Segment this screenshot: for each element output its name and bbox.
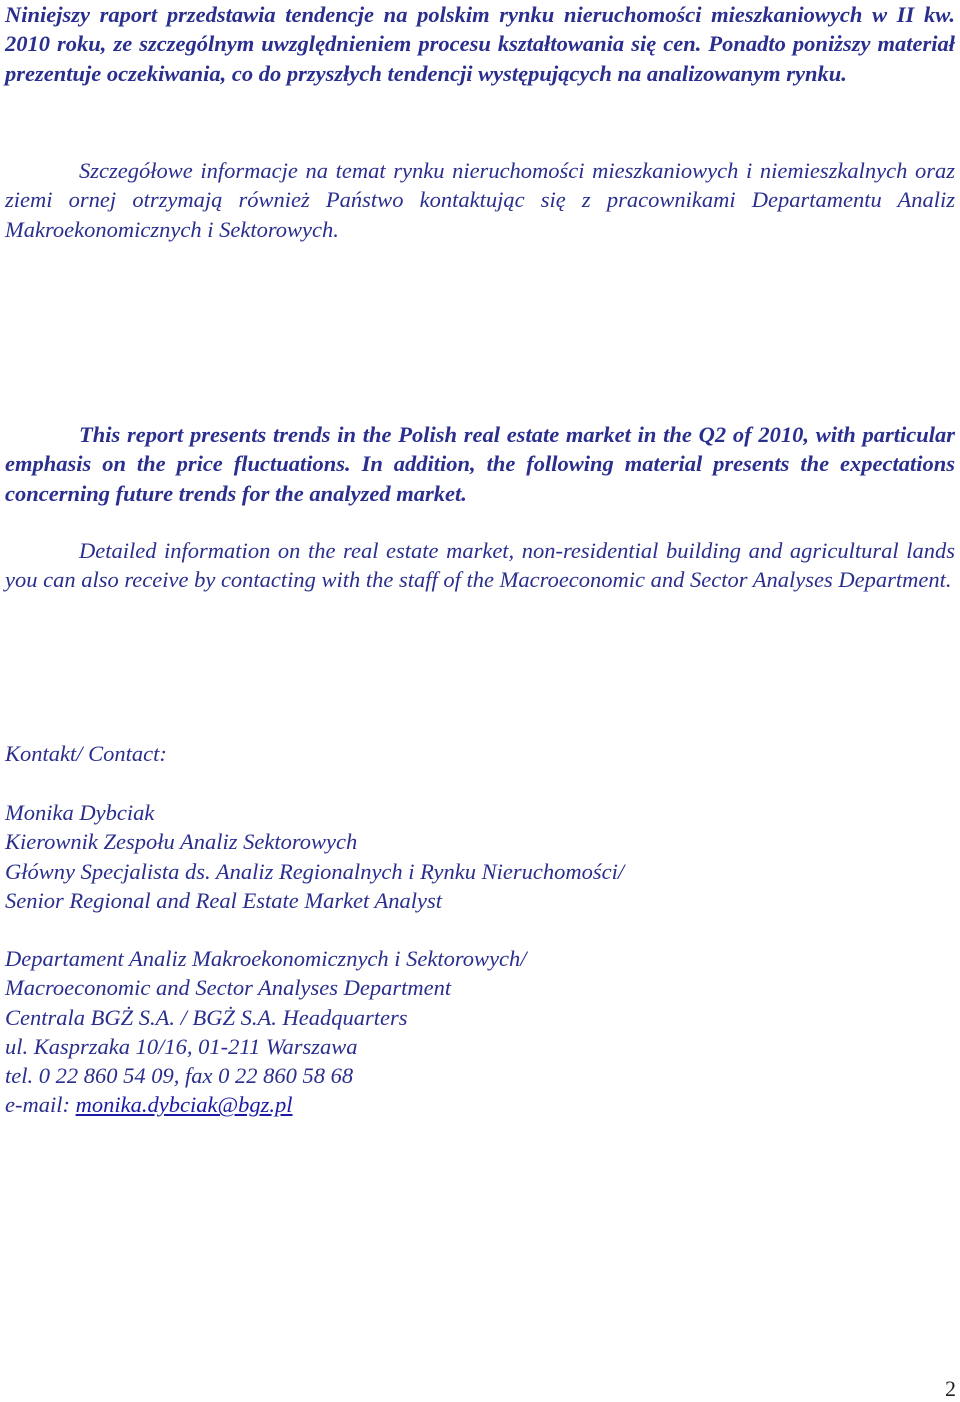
department-en: Macroeconomic and Sector Analyses Department [5, 975, 452, 1001]
contact-heading: Kontakt/ Contact: [5, 741, 167, 766]
headquarters: Centrala BGŻ S.A. / BGŻ S.A. Headquarters [5, 1004, 408, 1030]
address: ul. Kasprzaka 10/16, 01-211 Warszawa [5, 1033, 358, 1059]
department-block [5, 944, 945, 1120]
page-number: 2 [945, 1376, 956, 1401]
contact-block [5, 798, 945, 915]
intro-pl-lead: Niniejszy raport przedstawia tendencje na polskim rynku nieruchomości mieszkaniowych w II kw. 2010 roku, ze szczególnym uwzględnieniem procesu kształtowania się cen. Ponadto poniższy materiał prezentuje oczekiwania, co do przyszłych tendencji występujących na analizowanym rynku. [5, 2, 955, 86]
contact-name: Monika Dybciak [5, 800, 155, 825]
phone-fax: tel. 0 22 860 54 09, fax 0 22 860 58 68 [5, 1063, 354, 1089]
email-label: e-mail: [5, 1092, 76, 1118]
email-line [5, 1090, 945, 1119]
contact-role-1: Kierownik Zespołu Analiz Sektorowych [5, 829, 358, 855]
contact-role-3: Senior Regional and Real Estate Market Analyst [5, 887, 443, 913]
intro-pl-details: Szczegółowe informacje na temat rynku nieruchomości mieszkaniowych i niemieszkalnych oraz ziemi ornej otrzymają również Państwo kontaktując się z pracownikami Departamentu Analiz Makroekonomicznych i Sektorowych. [5, 158, 955, 242]
contact-role-2: Główny Specjalista ds. Analiz Regionalnych i Rynku Nieruchomości/ [5, 858, 625, 884]
department-pl: Departament Analiz Makroekonomicznych i Sektorowych/ [5, 946, 527, 971]
email-link[interactable]: monika.dybciak@bgz.pl [75, 1092, 293, 1118]
intro-en-lead: This report presents trends in the Polish real estate market in the Q2 of 2010, with particular emphasis on the price fluctuations. In addition, the following material presents the expectations concerning future trends for the analyzed market. [5, 422, 955, 506]
intro-en-details: Detailed information on the real estate market, non-residential building and agricultural lands you can also receive by contacting with the staff of the Macroeconomic and Sector Analyses Department. [5, 538, 955, 593]
